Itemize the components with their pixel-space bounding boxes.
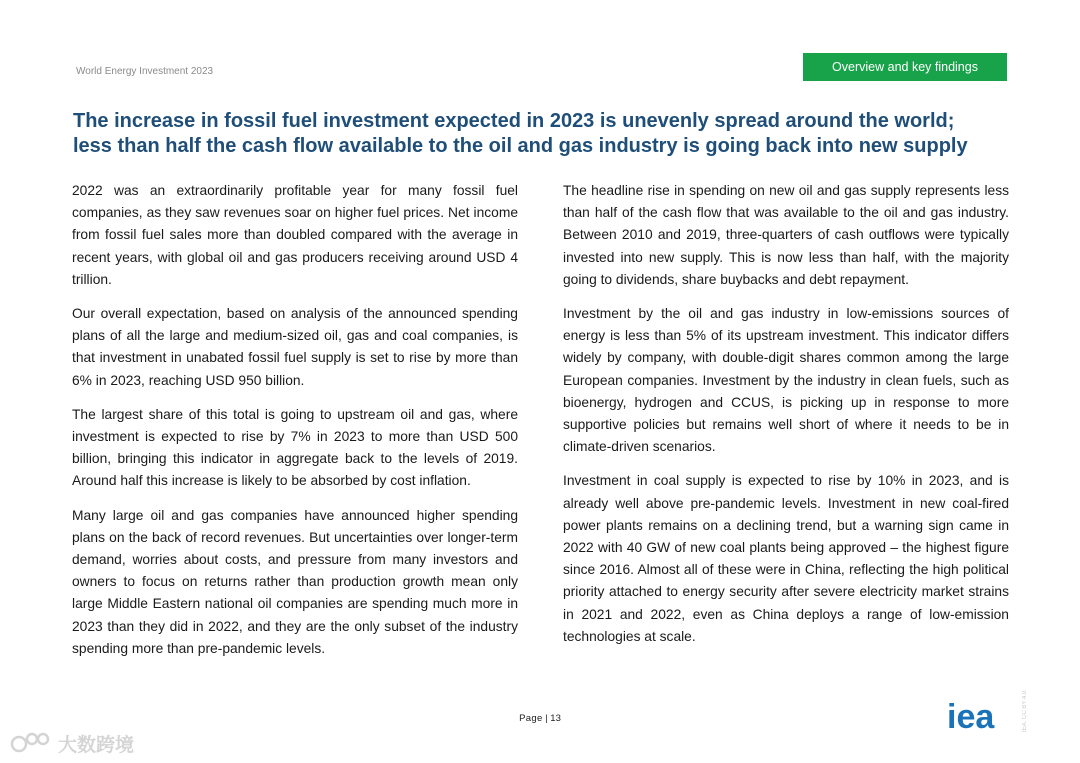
page-label: Page bbox=[519, 713, 543, 724]
paragraph: Many large oil and gas companies have announced higher spending plans on the back of record revenues. But uncertainties over longer-term demand, worries about costs, and pressure from many investors and owners to focus on returns rather than production growth mean only large Middle Eastern national oil companies are spending much more in 2023 than they did in 2022, and they are the only subset of the industry spending more than pre-pandemic levels. bbox=[72, 507, 518, 656]
page-number bbox=[500, 713, 580, 724]
watermark-logo-icon bbox=[10, 730, 52, 756]
title-line-2: less than half the cash flow available to the oil and gas industry is going back into new supply bbox=[73, 135, 968, 157]
logo-text: iea bbox=[947, 700, 995, 732]
license-note: IEA. CC BY 4.0. bbox=[1022, 689, 1028, 732]
page-number-value: 13 bbox=[550, 713, 561, 724]
paragraph: Investment in coal supply is expected to rise by 10% in 2023, and is already well above pre-pandemic levels. Investment in new coal-fired power plants remains on a declining trend, but a warning sign came in 2022 with 40 GW of new coal plants being approved – the highest figure since 2016. Almost all of these were in China, reflecting the high political priority attached to energy security after severe electricity market strains in 2021 and 2022, even as China deploys a range of low-emission technologies at scale. bbox=[563, 473, 1009, 644]
iea-logo-icon bbox=[946, 700, 1010, 732]
paragraph: The largest share of this total is going to upstream oil and gas, where investment is expected to rise by 7% in 2023 to more than USD 500 billion, bringing this indicator in aggregate back to the levels of 2019. Around half this increase is likely to be absorbed by cost inflation. bbox=[72, 406, 518, 489]
section-tab[interactable]: Overview and key findings bbox=[803, 53, 1007, 81]
right-column bbox=[563, 180, 1009, 660]
paragraph: The headline rise in spending on new oil and gas supply represents less than half of the cash flow that was available to the oil and gas industry. Between 2010 and 2019, three-quarters of cash outflows were typically invested into new supply. This is now less than half, with the majority going to dividends, share buybacks and debt repayment. bbox=[563, 183, 1009, 287]
title-line-1: The increase in fossil fuel investment expected in 2023 is unevenly spread around the world; bbox=[73, 110, 955, 132]
running-title: World Energy Investment 2023 bbox=[76, 66, 214, 77]
paragraph: Investment by the oil and gas industry in low-emissions sources of energy is less than 5% of its upstream investment. This indicator differs widely by company, with double-digit shares common among the large European companies. Investment by the industry in clean fuels, such as bioenergy, hydrogen and CCUS, is picking up in response to more supportive policies but remains well short of where it needs to be in climate-driven scenarios. bbox=[563, 306, 1009, 455]
watermark-text: 大数跨境 bbox=[58, 734, 135, 756]
watermark bbox=[10, 728, 134, 758]
paragraph: 2022 was an extraordinarily profitable year for many fossil fuel companies, as they saw revenues soar on higher fuel prices. Net income from fossil fuel sales more than doubled compared with the average in recent years, with global oil and gas producers receiving around USD 4 trillion. bbox=[72, 183, 518, 287]
page-separator: | bbox=[545, 713, 548, 724]
paragraph: Our overall expectation, based on analysis of the announced spending plans of all the large and medium-sized oil, gas and coal companies, is that investment in unabated fossil fuel supply is set to rise by more than 6% in 2023, reaching USD 950 billion. bbox=[72, 306, 518, 388]
left-column bbox=[72, 180, 518, 672]
page-title bbox=[73, 109, 1013, 159]
